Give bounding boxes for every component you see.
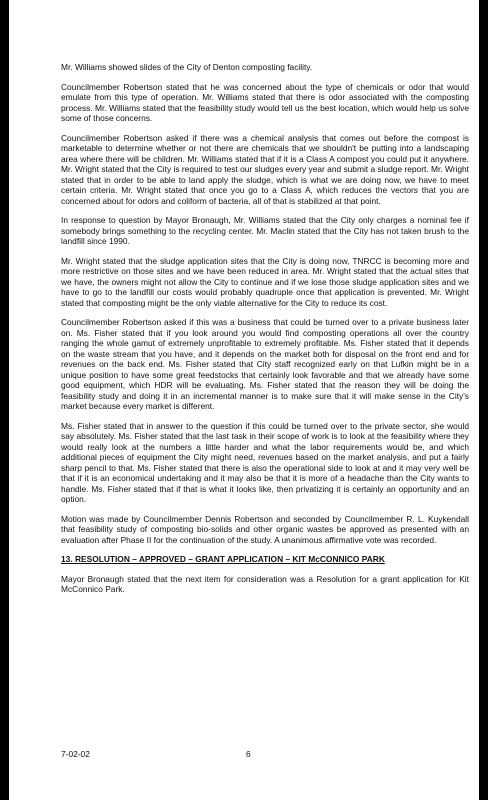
footer-date: 7-02-02 <box>61 749 90 759</box>
paragraph-sludge-sites: Mr. Wright stated that the sludge application sites that the City is doing now, TNRCC is becoming more and more restrictive on those sites and we have been reduced in area. Mr. Wright stated that the actual sites that we have, the owners might not allow the City to continue and if we lose those sludge application sites and we have to go to the landfill our costs would probably quadruple once that application is prevented. Mr. Wright stated that composting might be the only viable alternative for the City to reduce its cost. <box>61 255 469 308</box>
paragraph-chemical-analysis: Councilmember Robertson asked if there was a chemical analysis that comes out before the compost is marketable to determine whether or not there are chemicals that we shouldn't be putting into a landscaping area where there will be children. Mr. Williams stated that if it is a Class A compost you could put it anywhere. Mr. Wright stated that the City is required to test our sludges every year and submit a sludge report. Mr. Wright stated that in order to be able to land apply the sludge, which is what we are doing now, we have to meet certain criteria. Mr. Wright stated that once you go to a Class A, which reduces the vectors that you are concerned about for odors and coliform of bacteria, all of that is stabilized at that point. <box>61 132 469 206</box>
paragraph-slides: Mr. Williams showed slides of the City of Denton composting facility. <box>61 62 313 72</box>
paragraph-private-sector: Ms. Fisher stated that in answer to the question if this could be turned over to the private sector, she would say absolutely. Ms. Fisher stated that the last task in their scope of work is to look at the feasibility where they would really look at the numbers a little harder and what the labor requirements would be, and which additional pieces of equipment the City might need, revenues based on the market analysis, and put a fairly sharp pencil to that. Ms. Fisher stated that there is also the operational side to look at and it may very well be that if it is an economical undertaking and it may also be that it is more of a headache than the City wants to handle. Ms. Fisher stated that if that is what it looks like, then privatizing it is certainly an opportunity and an option. <box>61 420 469 504</box>
paragraph-private-business: Councilmember Robertson asked if this was a business that could be turned over to a private business later on. Ms. Fisher stated that if you look around you would find composting operations all over the country ranging the whole gamut of extremely unprofitable to extremely profitable. Ms. Fisher stated that it depends on the waste stream that you have, and it depends on the market both for disposal on the front end and for revenues on the back end. Ms. Fisher stated that City staff recognized early on that Lufkin might be in a unique position to have some great feedstocks that certainly look favorable and that we already have some good equipment, which HDR will be evaluating. Ms. Fisher stated that the reason they will be doing the feasibility study and doing it in an incremental manner is to make sure that it will make sense in the City's market because every market is different. <box>61 317 469 411</box>
section-heading-resolution: 13. RESOLUTION – APPROVED – GRANT APPLICATION – KIT McCONNICO PARK <box>61 554 385 564</box>
paragraph-grant-application: Mayor Bronaugh stated that the next item for consideration was a Resolution for a grant application for Kit McConnico Park. <box>61 573 469 594</box>
paragraph-motion: Motion was made by Councilmember Dennis Robertson and seconded by Councilmember R. L. Kuykendall that feasibility study of composting bio-solids and other organic wastes be approved as presented with an evaluation after Phase II for the continuation of the study. A unanimous affirmative vote was recorded. <box>61 513 469 545</box>
paragraph-recycling-fee: In response to question by Mayor Bronaugh, Mr. Williams stated that the City only charges a nominal fee if somebody brings something to the recycling center. Mr. Maclin stated that the City has not taken brush to the landfill since 1990. <box>61 215 469 246</box>
footer-page-number: 6 <box>246 749 251 759</box>
document-page <box>9 0 479 800</box>
paragraph-odor-concern: Councilmember Robertson stated that he was concerned about the type of chemicals or odor that would emulate from this type of operation. Mr. Williams stated that there is odor associated with the composting process. Mr. Williams stated that the feasibility study would tell us the best location, which would help us solve some of those concerns. <box>61 81 469 123</box>
